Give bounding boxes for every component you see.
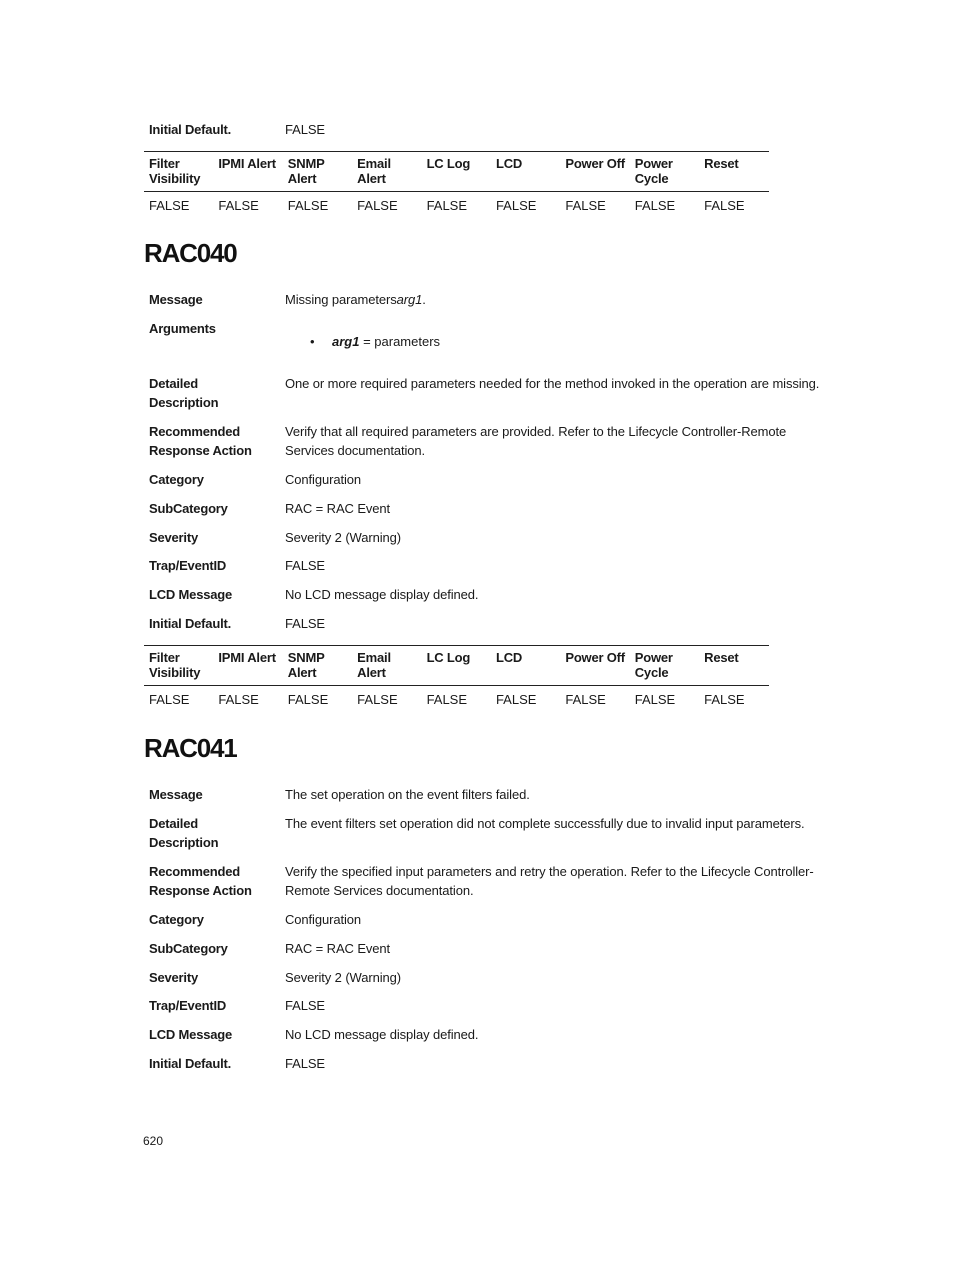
table-cell: FALSE <box>565 692 606 707</box>
field-label: Category <box>149 912 204 927</box>
field-label: SubCategory <box>149 941 228 956</box>
field-label: SubCategory <box>149 501 228 516</box>
section-heading-rac040: RAC040 <box>144 238 237 268</box>
field-value: FALSE <box>285 122 325 137</box>
table-cell: FALSE <box>426 198 468 213</box>
table-cell: FALSE <box>495 692 537 707</box>
field-label: Arguments <box>149 321 216 336</box>
header-lc-log: LC Log <box>426 650 471 665</box>
field-value: No LCD message display defined. <box>285 1027 479 1042</box>
header-snmp-alert: SNMP Alert <box>287 650 325 680</box>
field-value: Configuration <box>285 912 362 927</box>
section-heading-rac041: RAC041 <box>144 733 237 763</box>
field-label: Recommended Response Action <box>149 424 252 458</box>
rac040-trap-row <box>149 556 839 575</box>
table-cell: FALSE <box>634 692 676 707</box>
field-label: Initial Default. <box>149 616 232 631</box>
header-email-alert: Email Alert <box>357 156 391 186</box>
header-reset: Reset <box>704 156 739 171</box>
table-cell: FALSE <box>218 198 259 213</box>
header-lc-log: LC Log <box>426 156 471 171</box>
table-row <box>144 686 769 716</box>
top-filter-table <box>144 151 769 222</box>
header-power-cycle: Power Cycle <box>634 650 673 680</box>
header-snmp-alert: SNMP Alert <box>287 156 325 186</box>
field-value: Missing parametersarg1. <box>285 292 426 307</box>
rac041-category-row <box>149 910 839 929</box>
top-initial-default-row <box>149 120 839 139</box>
field-label: Severity <box>149 970 198 985</box>
rac041-detailed-row <box>149 814 839 852</box>
field-value: FALSE <box>285 616 325 631</box>
field-value: Verify the specified input parameters and retry the operation. Refer to the Lifecycle Controller- Remote Services documentation. <box>285 864 814 898</box>
table-cell: FALSE <box>149 198 190 213</box>
bullet-icon: • <box>310 334 315 349</box>
table-cell: FALSE <box>634 198 676 213</box>
field-label: Message <box>149 787 203 802</box>
page-number: 620 <box>143 1134 164 1148</box>
rac041-trap-row <box>149 996 839 1015</box>
rac040-category-row <box>149 470 839 489</box>
field-value: Severity 2 (Warning) <box>285 970 401 985</box>
field-label: Category <box>149 472 204 487</box>
field-label: Severity <box>149 530 198 545</box>
field-value: FALSE <box>285 558 325 573</box>
field-value: Severity 2 (Warning) <box>285 530 401 545</box>
field-label: Trap/EventID <box>149 558 227 573</box>
field-value: No LCD message display defined. <box>285 587 479 602</box>
header-lcd: LCD <box>495 156 523 171</box>
rac040-message-row <box>149 290 839 309</box>
field-value: RAC = RAC Event <box>285 501 391 516</box>
field-value: FALSE <box>285 1056 325 1071</box>
field-label: Detailed Description <box>149 376 219 410</box>
rac041-initial-default-row <box>149 1054 839 1073</box>
field-value: The event filters set operation did not complete successfully due to invalid input parameters. <box>285 816 805 831</box>
rac040-filter-table <box>144 645 769 716</box>
rac040-severity-row <box>149 528 839 547</box>
rac041-recommended-row <box>149 862 839 900</box>
field-label: Detailed Description <box>149 816 219 850</box>
table-cell: FALSE <box>357 198 398 213</box>
table-cell: FALSE <box>287 198 329 213</box>
table-cell: FALSE <box>218 692 259 707</box>
field-label: Message <box>149 292 203 307</box>
field-label: Initial Default. <box>149 1056 232 1071</box>
rac040-lcd-row <box>149 585 839 604</box>
header-lcd: LCD <box>495 650 523 665</box>
field-value: Verify that all required parameters are provided. Refer to the Lifecycle Controller-Remote Services documentation. <box>285 424 787 458</box>
field-value: FALSE <box>285 998 325 1013</box>
header-power-cycle: Power Cycle <box>634 156 673 186</box>
table-cell: FALSE <box>565 198 606 213</box>
header-ipmi-alert: IPMI Alert <box>218 156 276 171</box>
header-reset: Reset <box>704 650 739 665</box>
field-value: Configuration <box>285 472 362 487</box>
field-value: RAC = RAC Event <box>285 941 391 956</box>
table-cell: FALSE <box>149 692 190 707</box>
table-cell: FALSE <box>357 692 398 707</box>
header-filter-visibility: Filter Visibility <box>149 650 201 680</box>
table-cell: FALSE <box>426 692 468 707</box>
field-value: One or more required parameters needed for the method invoked in the operation are missing. <box>285 376 820 391</box>
table-header-row <box>144 646 769 685</box>
table-cell: FALSE <box>287 692 329 707</box>
header-email-alert: Email Alert <box>357 650 391 680</box>
field-label: LCD Message <box>149 587 233 602</box>
header-ipmi-alert: IPMI Alert <box>218 650 276 665</box>
field-label: Initial Default. <box>149 122 232 137</box>
rac040-argument-item: • arg1 = parameters <box>310 334 441 349</box>
field-label: Trap/EventID <box>149 998 227 1013</box>
table-row <box>144 192 769 222</box>
header-filter-visibility: Filter Visibility <box>149 156 201 186</box>
table-cell: FALSE <box>704 692 745 707</box>
rac040-recommended-row <box>149 422 839 460</box>
rac040-subcategory-row <box>149 499 839 518</box>
rac041-message-row <box>149 785 839 804</box>
table-cell: FALSE <box>495 198 537 213</box>
table-cell: FALSE <box>704 198 745 213</box>
rac040-arguments-row <box>149 319 839 338</box>
table-header-row <box>144 152 769 191</box>
rac041-severity-row <box>149 968 839 987</box>
field-value: The set operation on the event filters failed. <box>285 787 530 802</box>
field-label: Recommended Response Action <box>149 864 252 898</box>
header-power-off: Power Off <box>565 650 625 665</box>
rac041-subcategory-row <box>149 939 839 958</box>
rac040-initial-default-row <box>149 614 839 633</box>
rac041-lcd-row <box>149 1025 839 1044</box>
rac040-detailed-row <box>149 374 839 412</box>
header-power-off: Power Off <box>565 156 625 171</box>
field-label: LCD Message <box>149 1027 233 1042</box>
